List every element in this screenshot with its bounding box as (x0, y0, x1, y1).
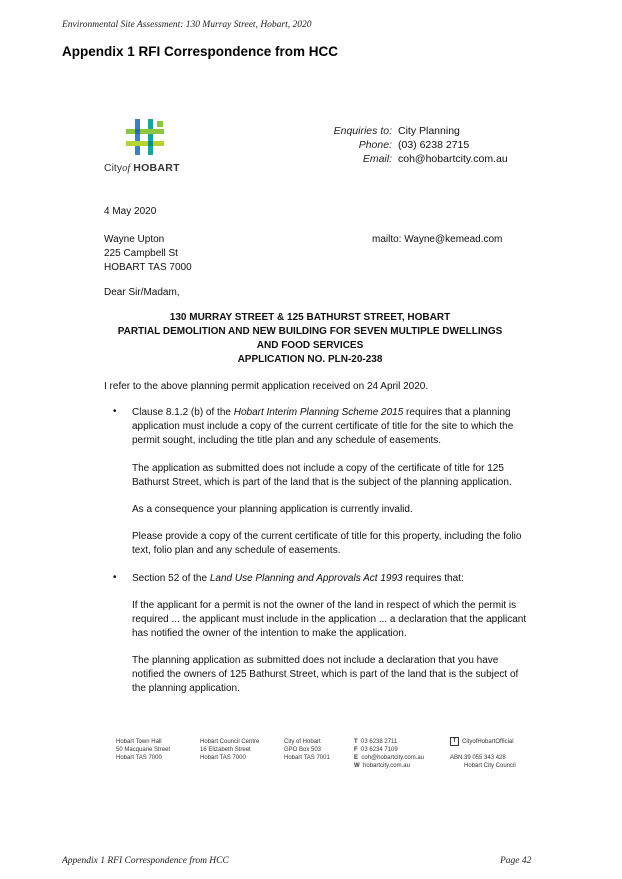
footer-abn (450, 754, 516, 770)
phone-label: Phone: (358, 139, 392, 151)
recipient-city: HOBART TAS 7000 (104, 262, 192, 273)
facebook-icon: f (450, 737, 459, 746)
intro-paragraph: I refer to the above planning permit application received on 24 April 2020. (104, 381, 429, 392)
paragraph-line: Bathurst Street, which is part of the land that is the subject of the planning application. (132, 477, 512, 488)
footer-line: Hobart TAS 7000 (200, 755, 246, 761)
phone-value: (03) 6238 2715 (398, 139, 470, 151)
page-footer-title: Appendix 1 RFI Correspondence from HCC (62, 856, 229, 866)
bullet-2-text-a: Section 52 of the (132, 573, 210, 584)
paragraph-line: required ... the applicant must include in the application ... a declaration that the applicant (132, 614, 527, 625)
footer-line: 16 Elizabeth Street (200, 747, 251, 753)
footer-line: Hobart TAS 7001 (284, 755, 330, 761)
fax-value: 03 6234 7109 (361, 747, 398, 753)
phone-value: 03 6238 2711 (361, 739, 398, 745)
paragraph-provide-copy (132, 530, 521, 558)
act-name: Land Use Planning and Approvals Act 1993 (209, 573, 403, 584)
paragraph-line: Please provide a copy of the current certificate of title for this property, including the folio (132, 531, 522, 542)
logo-city: City (104, 162, 123, 174)
paragraph-line: the planning application. (132, 683, 240, 694)
email-label: E (354, 755, 359, 761)
bullet-1-text-c: permit sought, including the title plan and any schedule of easements. (132, 435, 442, 446)
footer-social (450, 737, 514, 746)
footer-line: City of Hobart (284, 739, 321, 745)
footer-council-centre (200, 738, 259, 762)
enquiries-value: City Planning (398, 125, 460, 137)
city-of-hobart-logo-icon (124, 117, 166, 157)
paragraph-invalid: As a consequence your planning application is currently invalid. (132, 504, 413, 515)
paragraph-line: If the applicant for a permit is not the owner of the land in respect of which the permit is (132, 600, 517, 611)
enquiries-block (300, 124, 508, 166)
recipient-address (104, 233, 192, 275)
logo-wordmark (104, 162, 180, 174)
web-value: hobartcity.com.au (363, 763, 410, 769)
recipient-mailto: mailto: Wayne@kemead.com (372, 234, 503, 245)
subject-line: PARTIAL DEMOLITION AND NEW BUILDING FOR SEVEN MULTIPLE DWELLINGS (117, 326, 503, 337)
facebook-handle: CityofHobartOfficial (462, 739, 514, 746)
email-value: coh@hobartcity.com.au (398, 153, 508, 165)
footer-town-hall (116, 738, 170, 762)
subject-line: 130 MURRAY STREET & 125 BATHURST STREET, HOBART (169, 312, 451, 323)
paragraph-line: The planning application as submitted does not include a declaration that you have (132, 655, 499, 666)
paragraph-line: text, folio plan and any schedule of easements. (132, 545, 341, 556)
paragraph-line: notified the owners of 125 Bathurst Street, which is part of the land that is the subject of (132, 669, 519, 680)
page-header: Environmental Site Assessment: 130 Murray Street, Hobart, 2020 (62, 20, 312, 30)
recipient-street: 225 Campbell St (104, 248, 178, 259)
subject-line: APPLICATION NO. PLN-20-238 (237, 354, 383, 365)
bullet-1-text-b: application must include a copy of the current certificate of title for the site to which the (132, 421, 514, 432)
salutation: Dear Sir/Madam, (104, 287, 180, 298)
paragraph-quote (132, 599, 526, 641)
footer-contacts (354, 738, 424, 770)
email-value: coh@hobartcity.com.au (361, 755, 425, 761)
paragraph-declaration (132, 654, 518, 696)
footer-line: Hobart Town Hall (116, 739, 162, 745)
council-name: Hobart City Council (464, 763, 516, 769)
bullet-2-text (132, 572, 464, 586)
footer-postal (284, 738, 330, 762)
footer-line: Hobart Council Centre (200, 739, 260, 745)
bullet-2-text-a-rest: requires that: (402, 573, 464, 584)
fax-label: F (354, 747, 358, 753)
bullet-1-text-a-rest: requires that a planning (403, 407, 511, 418)
bullet-point: • (113, 406, 117, 417)
abn-number: ABN 39 055 343 428 (450, 755, 506, 761)
subject-line: AND FOOD SERVICES (256, 340, 364, 351)
paragraph-title-missing (132, 462, 512, 490)
subject-block (104, 311, 516, 367)
footer-line: 50 Macquarie Street (116, 747, 171, 753)
bullet-point: • (113, 572, 117, 583)
paragraph-line: The application as submitted does not include a copy of the certificate of title for 125 (132, 463, 504, 474)
footer-line: GPO Box 503 (284, 747, 322, 753)
enquiries-label: Enquiries to: (333, 125, 392, 137)
logo-hobart: HOBART (133, 162, 180, 174)
page-number: Page 42 (500, 856, 532, 866)
footer-line: Hobart TAS 7000 (116, 755, 162, 761)
web-label: W (354, 763, 360, 769)
bullet-1-text (132, 406, 513, 448)
scheme-name: Hobart Interim Planning Scheme 2015 (233, 407, 404, 418)
logo-of: of (122, 163, 131, 174)
email-label: Email: (362, 153, 392, 165)
paragraph-line: has notified the owner of the intention to make the application. (132, 628, 407, 639)
letter-date: 4 May 2020 (104, 206, 157, 217)
appendix-title: Appendix 1 RFI Correspondence from HCC (62, 44, 339, 59)
phone-label: T (354, 739, 358, 745)
bullet-1-text-a: Clause 8.1.2 (b) of the (132, 407, 234, 418)
recipient-name: Wayne Upton (104, 234, 165, 245)
